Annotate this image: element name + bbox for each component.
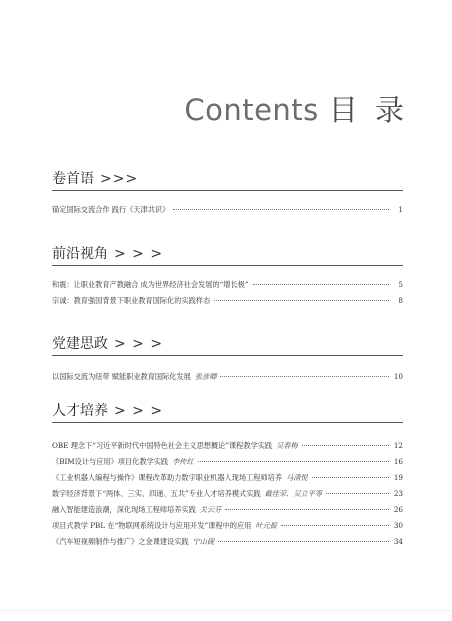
toc-entries xyxy=(52,368,403,384)
dot-leader xyxy=(220,366,389,377)
section-juanshouyu xyxy=(52,168,403,217)
toc-entry[interactable] xyxy=(52,292,403,308)
toc-entry-author: 关云芬 xyxy=(199,505,222,514)
toc-entries xyxy=(52,201,403,217)
toc-entry[interactable] xyxy=(52,201,403,217)
toc-entry-page: 1 xyxy=(398,205,403,214)
toc-entry-page: 10 xyxy=(393,372,403,381)
toc-entry-author: 吴春梅 xyxy=(276,441,298,450)
toc-entry-title: 《汽车短视频制作与推广》之金课建设实践 xyxy=(52,537,189,546)
section-rencaipeiyang xyxy=(52,400,403,549)
toc-entry-title: 锚定国际交流合作 践行《天津共识》 xyxy=(52,205,170,214)
dot-leader xyxy=(302,435,389,446)
section-arrows: > > > xyxy=(114,403,164,419)
section-heading-text: 前沿视角 xyxy=(52,246,108,262)
section-heading xyxy=(52,333,403,356)
section-arrows: > > > xyxy=(114,246,164,262)
toc-entry-title: 《BIM设计与应用》项目化教学实践 xyxy=(52,457,169,466)
toc-entry-author: 戴佳荣、吴立平等 xyxy=(264,489,323,498)
toc-entry-page: 23 xyxy=(393,489,403,498)
toc-entry-title: 以国际交流为纽带 赋能职业教育国际化发展 xyxy=(52,372,191,381)
dot-leader xyxy=(198,451,389,462)
toc-entry-page: 19 xyxy=(393,473,403,482)
section-heading xyxy=(52,168,403,191)
dot-leader xyxy=(173,199,389,210)
dot-leader xyxy=(281,515,389,526)
dot-leader xyxy=(214,290,389,301)
toc-entries xyxy=(52,437,403,549)
toc-entry-author: 宁山砚 xyxy=(192,537,215,546)
toc-entry-page: 16 xyxy=(393,457,403,466)
toc-entries xyxy=(52,276,403,308)
section-dangjiansizheng xyxy=(52,333,403,384)
toc-entry-author: 叶元振 xyxy=(255,521,277,530)
section-heading xyxy=(52,400,403,423)
toc-entry-page: 26 xyxy=(393,505,403,514)
section-heading xyxy=(52,243,403,266)
toc-entry-title: 融入智能建造浪潮，深化现场工程师培养实践 xyxy=(52,505,196,514)
section-heading-text: 党建思政 xyxy=(52,336,108,352)
toc-entry-page: 8 xyxy=(398,296,403,305)
dot-leader xyxy=(312,467,389,478)
section-qianyanshijiao xyxy=(52,243,403,308)
toc-entry-page: 30 xyxy=(393,521,403,530)
toc-entry-title: 项目式教学 PBL 在“物联网系统设计与应用开发”课程中的应用 xyxy=(52,521,252,530)
toc-entry-page: 12 xyxy=(393,441,403,450)
dot-leader xyxy=(225,499,389,510)
section-arrows: > > > xyxy=(114,336,164,352)
dot-leader xyxy=(326,483,389,494)
dot-leader xyxy=(253,274,389,285)
toc-entry-title: OBE 理念下“习近平新时代中国特色社会主义思想概论”课程教学实践 xyxy=(52,441,273,450)
page-bottom-edge xyxy=(0,610,452,611)
section-heading-text: 人才培养 xyxy=(52,403,108,419)
toc-entry[interactable] xyxy=(52,533,403,549)
dot-leader xyxy=(218,531,389,542)
toc-entry-author: 张彦卿 xyxy=(194,372,217,381)
toc-entry-page: 5 xyxy=(398,280,403,289)
toc-entry-title: 和震：让职业教育产教融合 成为世界经济社会发展的“增长极” xyxy=(52,280,249,289)
contents-title-cn: 目 录 xyxy=(328,93,408,127)
section-arrows: >>> xyxy=(100,171,139,187)
toc-entry-title: 数字经济背景下“两体、三实、四递、五共”专业人才培养模式实践 xyxy=(52,489,261,498)
toc-entry-page: 34 xyxy=(393,537,403,546)
toc-entry[interactable] xyxy=(52,368,403,384)
toc-entry-author: 马清悦 xyxy=(286,473,308,482)
toc-entry-author: 李传红 xyxy=(172,457,194,466)
contents-title-en: Contents xyxy=(184,93,319,127)
toc-entry-title: 《工业机器人编程与操作》课程改革助力数字职业机器人现场工程师培养 xyxy=(52,473,283,482)
contents-heading xyxy=(184,88,408,129)
section-heading-text: 卷首语 xyxy=(52,171,94,187)
toc-entry-title: 宗诚：教育强国背景下职业教育国际化的实践样态 xyxy=(52,296,211,305)
